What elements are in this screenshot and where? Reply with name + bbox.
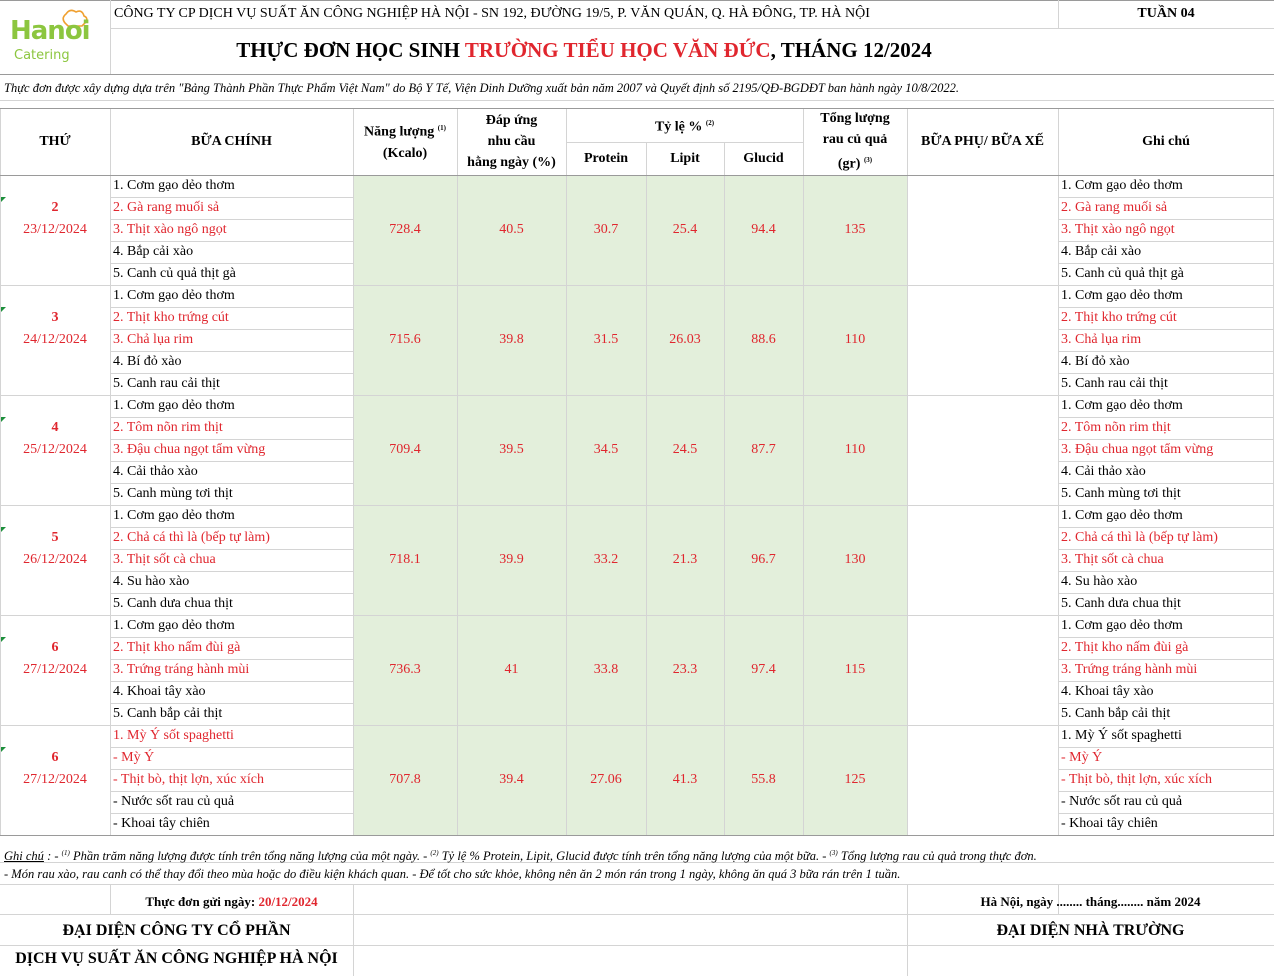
menu-item: 1. Mỳ Ý sốt spaghetti [113,728,234,743]
menu-item: 2. Gà rang muối sả [113,200,220,215]
grid-line [353,884,354,914]
note-item: - Khoai tây chiên [1061,816,1158,831]
menu-item: 3. Thịt sốt cà chua [113,552,216,567]
menu-item: 5. Canh dưa chua thịt [113,596,233,611]
menu-item: - Thịt bò, thịt lợn, xúc xích [113,772,265,787]
week-label: TUẦN 04 [1137,6,1195,21]
note-item: - Mỳ Ý [1061,750,1103,765]
footnote-line-2: - Món rau xào, rau canh có thể thay đổi theo mùa hoặc do điều kiện khách quan. - Để tốt cho sức khỏe, không nên ăn 2 món rán trong 1 ngày, không ăn quá 3 bữa rán trên 1 tuần. [4,867,901,881]
day-number: 4 [51,420,59,435]
lipit-value: 23.3 [672,662,698,677]
note-item: 4. Khoai tây xào [1061,684,1154,699]
note-item: 1. Cơm gạo dẻo thơm [1061,178,1183,193]
menu-item: 3. Trứng tráng hành mùi [113,662,250,677]
basis-note: Thực đơn được xây dựng dựa trên "Bảng Thành Phần Thực Phẩm Việt Nam" do Bộ Y Tế, Viện Dinh Dưỡng xuất bản năm 2007 và Quyết định số 2195/QĐ-BGDĐT ban hành ngày 10/8/2022. [4,81,960,95]
grid-line [110,108,111,836]
energy-value: 718.1 [389,552,421,567]
grid-line [0,914,1274,915]
note-item: 5. Canh dưa chua thịt [1061,596,1181,611]
veg-value: 125 [844,772,866,787]
note-item: 1. Cơm gạo dẻo thơm [1061,398,1183,413]
veg-value: 135 [844,222,866,237]
menu-item: 5. Canh bắp cải thịt [113,706,223,721]
grid-line [353,108,354,836]
menu-item: 1. Cơm gạo dẻo thơm [113,178,235,193]
day-number: 6 [51,750,59,765]
sign-company-2: DỊCH VỤ SUẤT ĂN CÔNG NGHIỆP HÀ NỘI [15,950,338,967]
grid-line [566,108,567,836]
grid-line [353,914,354,976]
company-line: CÔNG TY CP DỊCH VỤ SUẤT ĂN CÔNG NGHIỆP HÀ NỘI - SN 192, ĐƯỜNG 19/5, P. VĂN QUÁN, Q. HÀ ĐÔNG, TP. HÀ NỘI [114,6,870,21]
note-item: 4. Cải thảo xào [1061,464,1146,479]
glucid-value: 97.4 [751,662,776,677]
header-note: Ghi chú [1142,133,1190,149]
note-item: 1. Cơm gạo dẻo thơm [1061,288,1183,303]
note-item: 3. Trứng tráng hành mùi [1061,662,1198,677]
glucid-value: 87.7 [751,442,776,457]
sent-date-line: Thực đơn gửi ngày: 20/12/2024 [145,894,318,909]
day-date: 24/12/2024 [23,332,87,347]
header-side: BỮA PHỤ/ BỮA XẾ [920,133,1045,149]
glucid-value: 88.6 [751,332,776,347]
meet-value: 39.4 [499,772,524,787]
protein-value: 33.2 [593,552,619,567]
glucid-value: 55.8 [751,772,776,787]
grid-line [724,142,725,836]
menu-item: 1. Cơm gạo dẻo thơm [113,398,235,413]
note-item: 4. Su hào xào [1061,574,1138,589]
grid-line [1058,108,1059,836]
logo-word: Hanoi [10,16,90,46]
day-number: 3 [51,310,59,325]
menu-item: 3. Đậu chua ngọt tẩm vừng [113,442,266,457]
grid-line [0,835,1274,836]
header-glucid: Glucid [743,150,784,166]
day-date: 25/12/2024 [23,442,87,457]
note-item: 2. Tôm nõn rim thịt [1061,420,1171,435]
header-meet: Đáp ứng nhu cầu hằng ngày (%) [467,112,556,170]
energy-value: 715.6 [389,332,421,347]
note-item: 1. Cơm gạo dẻo thơm [1061,508,1183,523]
menu-item: 4. Bắp cải xào [113,244,194,259]
day-date: 27/12/2024 [23,662,87,677]
logo-sub: Catering [14,48,70,63]
veg-value: 110 [844,442,866,457]
menu-item: 2. Thịt kho trứng cút [113,310,229,325]
protein-value: 31.5 [593,332,619,347]
veg-value: 130 [844,552,866,567]
menu-item: 5. Canh củ quả thịt gà [113,266,236,281]
protein-value: 34.5 [593,442,619,457]
footnote-line-1: Ghi chú : - $^{(1)}$ Phần trăm năng lượng được tính trên tổng năng lượng của một ngày. - $^{(2)}$ Tỷ lệ % Protein, Lipit, Glucid được tính trên tổng năng lượng của một bữa. - $^{(3)}$ Tổng lượng rau củ quả trong thực đơn. [4,849,1037,864]
veg-value: 110 [844,332,866,347]
lipit-value: 41.3 [672,772,698,787]
place-date-line: Hà Nội, ngày ........ tháng........ năm 2024 [980,894,1201,909]
meet-value: 40.5 [499,222,524,237]
note-item: 2. Thịt kho trứng cút [1061,310,1177,325]
energy-value: 709.4 [389,442,421,457]
day-date: 23/12/2024 [23,222,87,237]
menu-item: 3. Thịt xào ngô ngọt [113,222,227,237]
meet-value: 41 [504,662,519,677]
header-main: BỮA CHÍNH [191,133,272,149]
sign-company-1: ĐẠI DIỆN CÔNG TY CỔ PHẦN [62,922,291,939]
lipit-value: 24.5 [672,442,698,457]
menu-item: 1. Cơm gạo dẻo thơm [113,508,235,523]
note-item: 1. Mỳ Ý sốt spaghetti [1061,728,1182,743]
note-item: 3. Thịt xào ngô ngọt [1061,222,1175,237]
note-item: 5. Canh mùng tơi thịt [1061,486,1181,501]
menu-item: 4. Khoai tây xào [113,684,206,699]
menu-item: - Nước sốt rau củ quả [113,794,235,809]
day-date: 27/12/2024 [23,772,87,787]
note-item: 4. Bắp cải xào [1061,244,1142,259]
menu-item: - Khoai tây chiên [113,816,210,831]
header-protein: Protein [583,150,629,166]
menu-item: 4. Su hào xào [113,574,190,589]
day-number: 5 [51,530,59,545]
note-item: 2. Chả cá thì là (bếp tự làm) [1061,530,1218,545]
glucid-value: 94.4 [751,222,776,237]
grid-line [803,108,804,836]
note-item: 2. Thịt kho nấm đùi gà [1061,640,1189,655]
energy-value: 728.4 [389,222,421,237]
menu-item: 2. Chả cá thì là (bếp tự làm) [113,530,270,545]
menu-item: 4. Bí đỏ xào [113,354,182,369]
glucid-value: 96.7 [751,552,776,567]
menu-item: 1. Cơm gạo dẻo thơm [113,288,235,303]
grid-line [907,108,908,836]
menu-item: - Mỳ Ý [113,750,155,765]
note-item: 2. Gà rang muối sả [1061,200,1168,215]
menu-item: 2. Thịt kho nấm đùi gà [113,640,241,655]
menu-item: 5. Canh mùng tơi thịt [113,486,233,501]
note-item: 3. Đậu chua ngọt tẩm vừng [1061,442,1214,457]
day-number: 6 [51,640,59,655]
grid-line [457,108,458,836]
menu-item: 4. Cải thảo xào [113,464,198,479]
header-energy: Năng lượng $^{(1)}$ (Kcalo) [364,124,446,161]
note-item: 3. Thịt sốt cà chua [1061,552,1164,567]
header-ratio: Tỷ lệ % $^{(2)}$ [654,118,715,135]
energy-value: 707.8 [389,772,421,787]
note-item: 5. Canh rau cải thịt [1061,376,1168,391]
company-logo [8,8,104,68]
meet-value: 39.5 [499,442,524,457]
sign-school: ĐẠI DIỆN NHÀ TRƯỜNG [996,922,1185,939]
note-item: 4. Bí đỏ xào [1061,354,1130,369]
note-item: - Nước sốt rau củ quả [1061,794,1183,809]
page-title: THỰC ĐƠN HỌC SINH TRƯỜNG TIỂU HỌC VĂN ĐỨC, THÁNG 12/2024 [236,38,932,62]
note-item: 3. Chả lụa rim [1061,332,1142,347]
protein-value: 27.06 [590,772,622,787]
menu-item: 3. Chả lụa rim [113,332,194,347]
header-lipit: Lipit [670,150,700,166]
protein-value: 33.8 [593,662,619,677]
header-day: THỨ [39,133,71,149]
protein-value: 30.7 [593,222,619,237]
veg-value: 115 [844,662,866,677]
lipit-value: 26.03 [669,332,701,347]
menu-item: 5. Canh rau cải thịt [113,376,220,391]
day-number: 2 [51,200,59,215]
note-item: 5. Canh bắp cải thịt [1061,706,1171,721]
grid-line [646,142,647,836]
header-veg: Tổng lượng rau củ quả (gr) $^{(3)}$ [820,110,890,172]
day-date: 26/12/2024 [23,552,87,567]
lipit-value: 21.3 [672,552,698,567]
note-item: 1. Cơm gạo dẻo thơm [1061,618,1183,633]
lipit-value: 25.4 [672,222,698,237]
meet-value: 39.9 [499,552,524,567]
menu-item: 1. Cơm gạo dẻo thơm [113,618,235,633]
meet-value: 39.8 [499,332,524,347]
menu-item: 2. Tôm nõn rim thịt [113,420,223,435]
note-item: 5. Canh củ quả thịt gà [1061,266,1184,281]
grid-line [0,945,1274,946]
note-item: - Thịt bò, thịt lợn, xúc xích [1061,772,1213,787]
energy-value: 736.3 [389,662,421,677]
